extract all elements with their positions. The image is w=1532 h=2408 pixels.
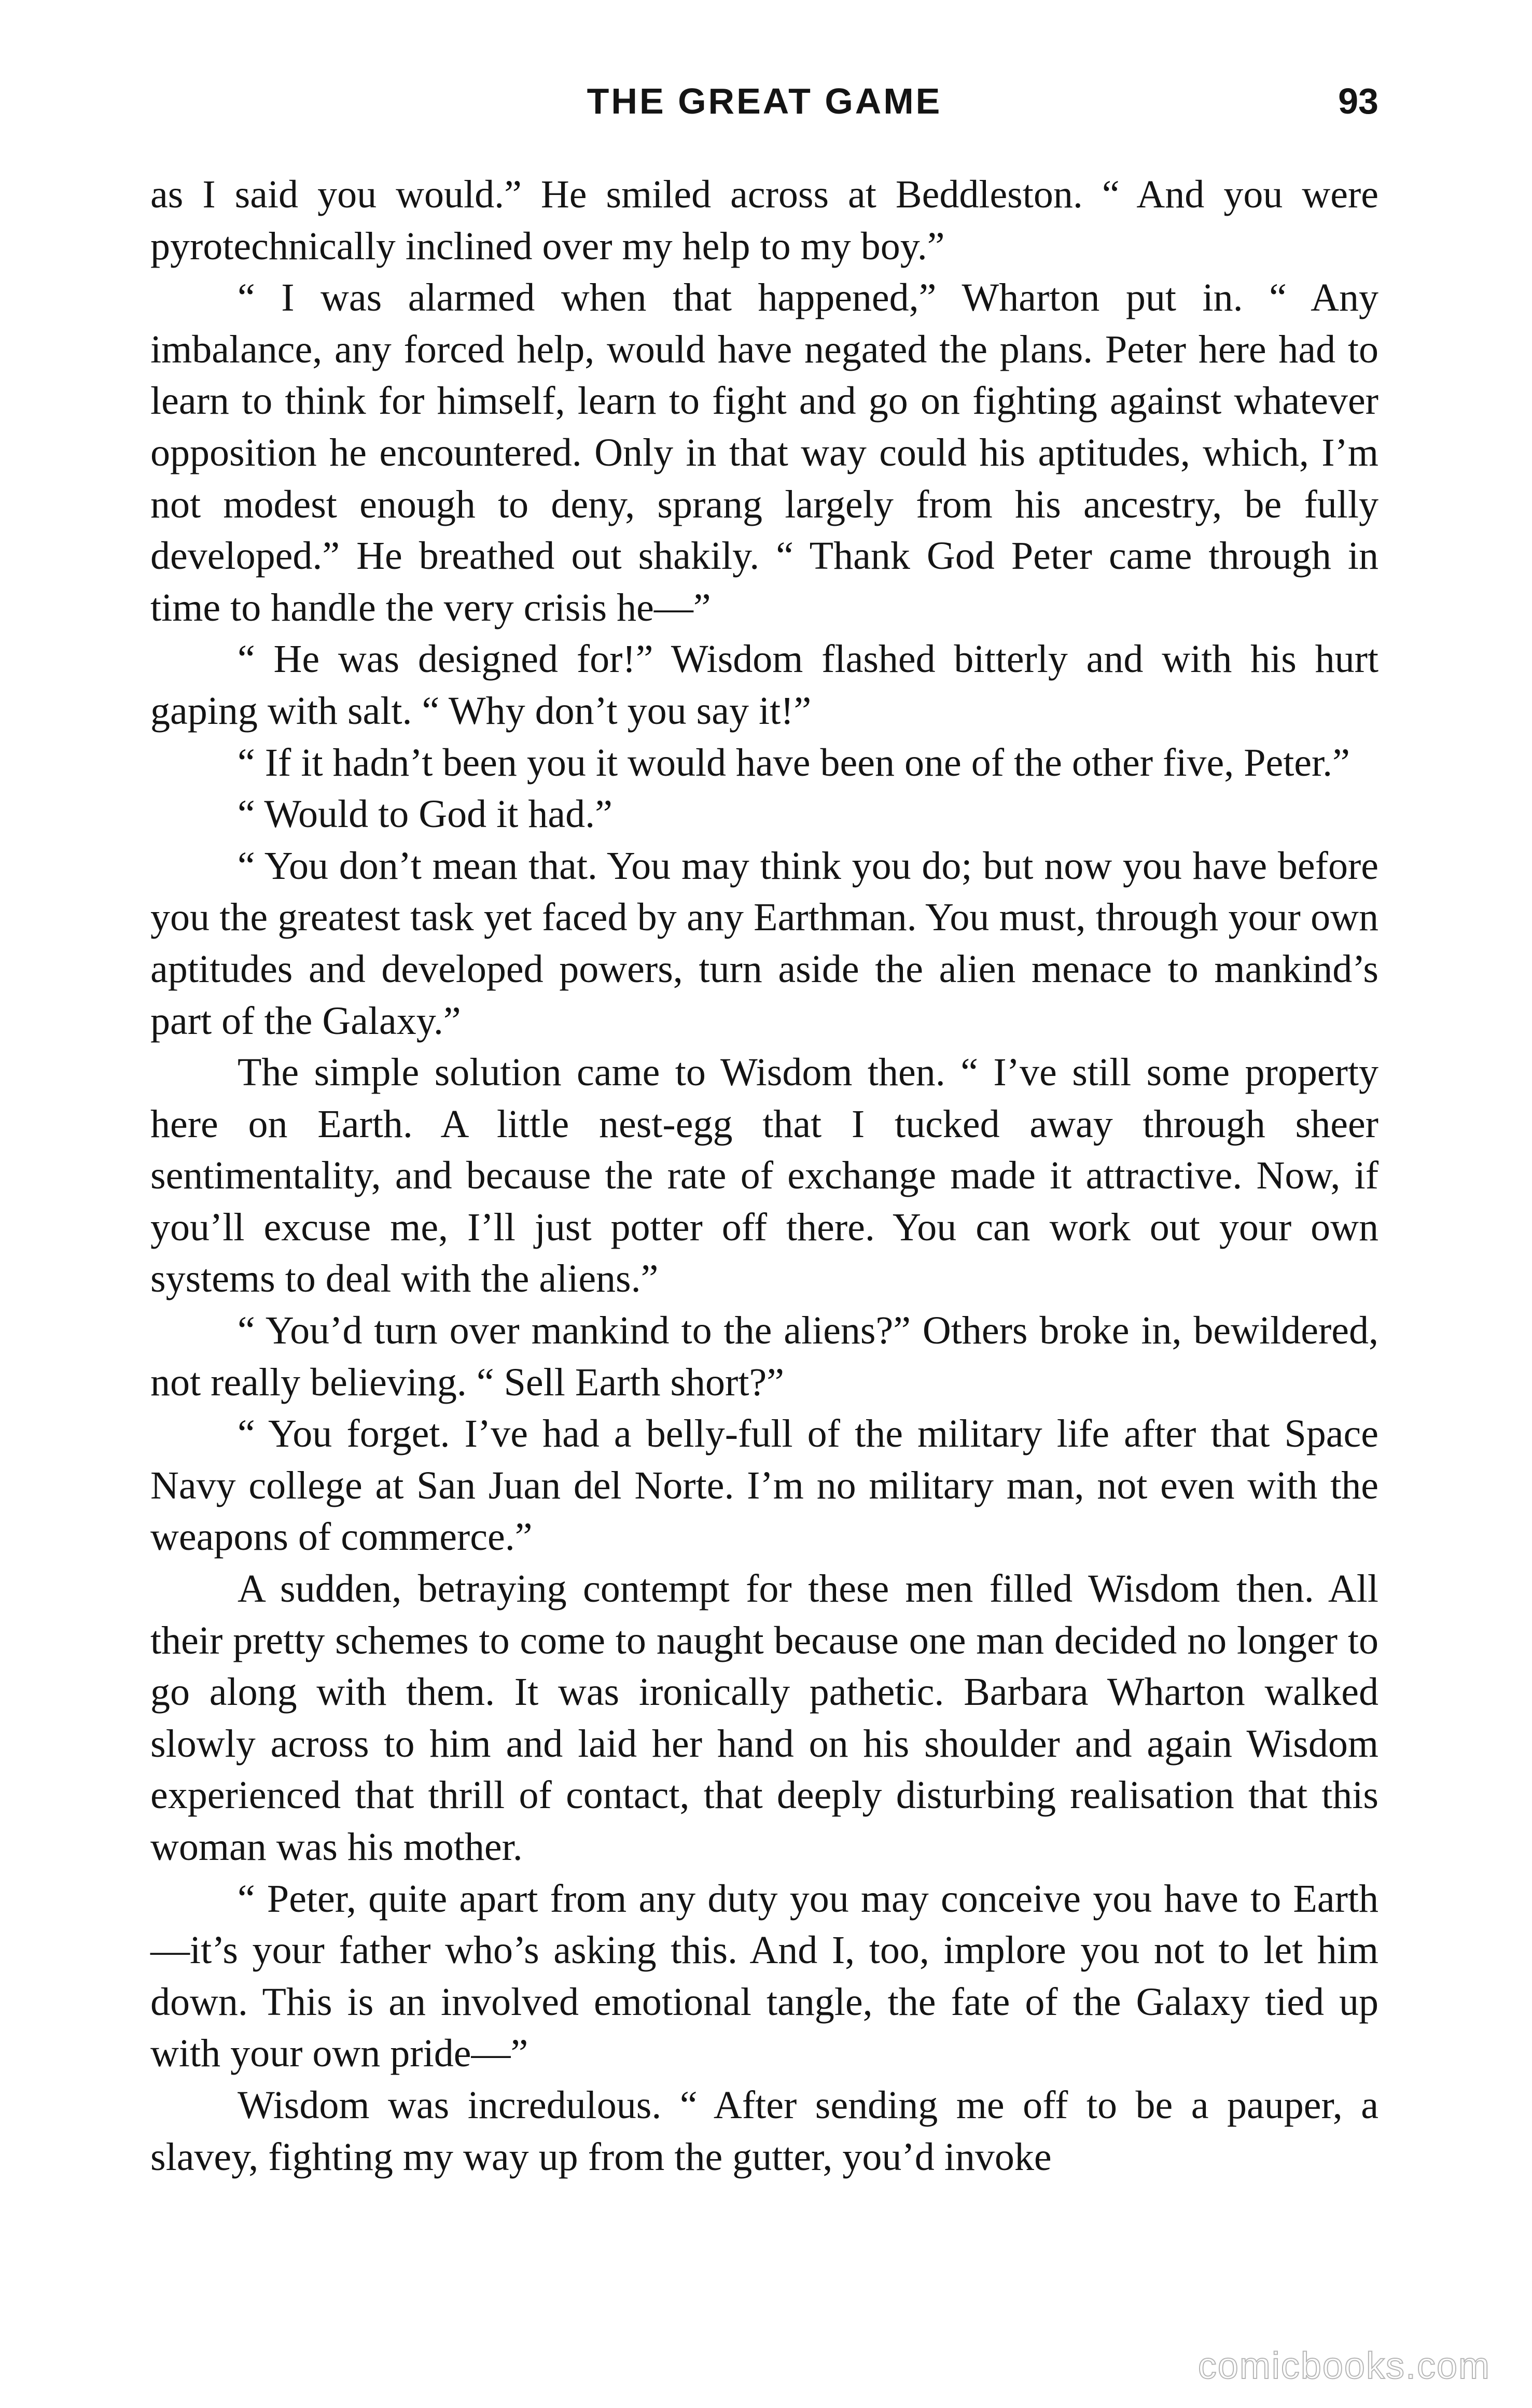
- paragraph-6: “ You don’t mean that. You may think you do; but now you have before you the greatest task yet faced by any Earthman. You must, through your own aptitudes and developed powers, turn aside the alien menace to mankind’s part of the Galaxy.”: [150, 844, 1378, 1043]
- running-head: [150, 73, 1378, 130]
- paragraph-9: “ You forget. I’ve had a belly-full of the military life after that Space Navy college at San Juan del Norte. I’m no military man, not even with the weapons of commerce.”: [150, 1412, 1378, 1559]
- paragraph-5: “ Would to God it had.”: [238, 792, 612, 836]
- paragraph-12: Wisdom was incredulous. “ After sending me off to be a pauper, a slavey, fighting my way up from the gutter, you’d invoke: [150, 2083, 1378, 2179]
- paragraph-11: “ Peter, quite apart from any duty you may conceive you have to Earth—it’s your father who’s asking this. And I, too, implore you not to let him down. This is an involved emotional tangle, the fate of the Galaxy tied up with your own pride—”: [150, 1877, 1378, 2076]
- paragraph-8: “ You’d turn over mankind to the aliens?” Others broke in, bewildered, not really believing. “ Sell Earth short?”: [150, 1309, 1378, 1404]
- paragraph-4: “ If it hadn’t been you it would have been one of the other five, Peter.”: [238, 740, 1350, 785]
- paragraph-1: as I said you would.” He smiled across at Beddleston. “ And you were pyrotechnically inclined over my help to my boy.”: [150, 173, 1378, 268]
- page-number: 93: [1338, 81, 1378, 121]
- watermark: comicbooks.com: [1197, 2345, 1491, 2387]
- paragraph-10: A sudden, betraying contempt for these men filled Wisdom then. All their pretty schemes to come to naught because one man decided no longer to go along with them. It was ironically pathetic. Barbara Wharton walked slowly across to him and laid her hand on his shoulder and again Wisdom experienced that thrill of contact, that deeply disturbing realisation that this woman was his mother.: [150, 1567, 1378, 1869]
- paragraph-7: The simple solution came to Wisdom then. “ I’ve still some property here on Earth. A little nest-egg that I tucked away through sheer sentimentality, and because the rate of exchange made it attractive. Now, if you’ll excuse me, I’ll just potter off there. You can work out your own systems to deal with the aliens.”: [150, 1051, 1378, 1301]
- running-title: THE GREAT GAME: [587, 81, 942, 121]
- body-text: [150, 169, 1378, 2183]
- paragraph-3: “ He was designed for!” Wisdom flashed bitterly and with his hurt gaping with salt. “ Why don’t you say it!”: [150, 637, 1378, 733]
- paragraph-2: “ I was alarmed when that happened,” Wharton put in. “ Any imbalance, any forced help, would have negated the plans. Peter here had to learn to think for himself, learn to fight and go on fighting against whatever opposition he encountered. Only in that way could his aptitudes, which, I’m not modest enough to deny, sprang largely from his ancestry, be fully developed.” He breathed out shakily. “ Thank God Peter came through in time to handle the very crisis he—”: [150, 276, 1378, 629]
